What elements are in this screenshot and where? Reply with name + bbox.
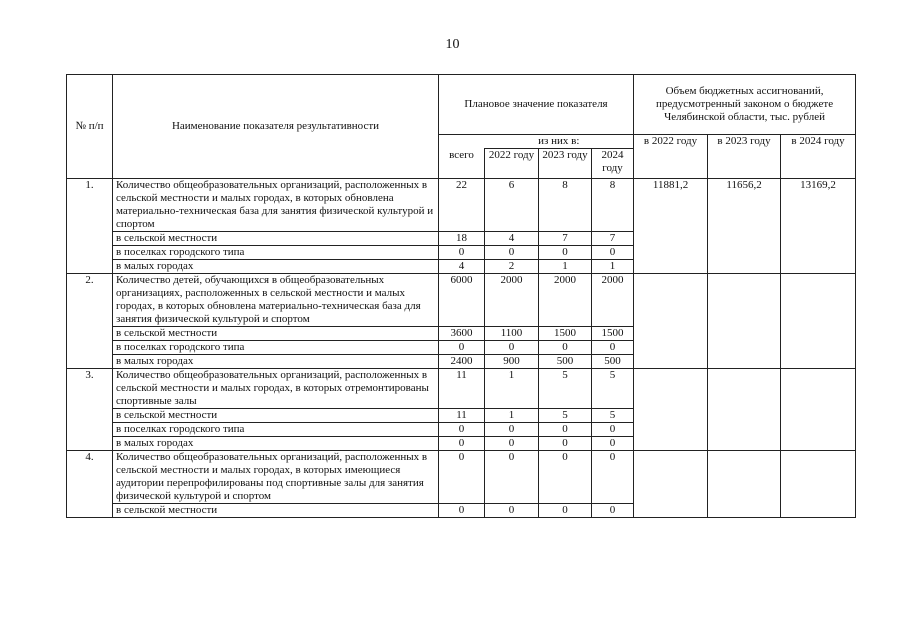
sub-row-name: в малых городах bbox=[113, 355, 439, 369]
sub-row-name: в малых городах bbox=[113, 437, 439, 451]
sub-row-total: 0 bbox=[439, 341, 485, 355]
sub-row-total: 3600 bbox=[439, 327, 485, 341]
indicator-y2023: 5 bbox=[539, 369, 592, 409]
sub-row-y2022: 0 bbox=[485, 423, 539, 437]
sub-row-y2023: 0 bbox=[539, 437, 592, 451]
header-name: Наименование показателя результативности bbox=[113, 75, 439, 179]
header-total: всего bbox=[439, 149, 485, 179]
indicator-number: 2. bbox=[67, 274, 113, 369]
indicator-y2022: 2000 bbox=[485, 274, 539, 327]
header-budget-2023: в 2023 году bbox=[708, 135, 781, 179]
budget-2024: 13169,2 bbox=[781, 179, 856, 274]
sub-row-y2023: 500 bbox=[539, 355, 592, 369]
budget-2022 bbox=[634, 451, 708, 518]
header-budget-2024: в 2024 году bbox=[781, 135, 856, 179]
indicator-row bbox=[67, 451, 856, 504]
sub-row-y2022: 4 bbox=[485, 232, 539, 246]
sub-row-total: 11 bbox=[439, 409, 485, 423]
header-planned: Плановое значение показателя bbox=[439, 75, 634, 135]
sub-row-name: в сельской местности bbox=[113, 409, 439, 423]
header-num: № п/п bbox=[67, 75, 113, 179]
header-year-2022: 2022 году bbox=[485, 149, 539, 179]
sub-row-y2023: 0 bbox=[539, 423, 592, 437]
indicator-y2023: 2000 bbox=[539, 274, 592, 327]
header-budget-2022: в 2022 году bbox=[634, 135, 708, 179]
indicator-y2024: 8 bbox=[592, 179, 634, 232]
indicator-number: 3. bbox=[67, 369, 113, 451]
sub-row-total: 2400 bbox=[439, 355, 485, 369]
budget-2024 bbox=[781, 274, 856, 369]
sub-row-y2022: 0 bbox=[485, 246, 539, 260]
header-year-2023: 2023 году bbox=[539, 149, 592, 179]
header-of-which: из них в: bbox=[485, 135, 634, 149]
sub-row-total: 0 bbox=[439, 423, 485, 437]
sub-row-y2022: 0 bbox=[485, 437, 539, 451]
indicator-name: Количество общеобразовательных организаций, расположенных в сельской местности и малых городах, в которых обновлена материально-техническая база для занятия физической культурой и спортом bbox=[113, 179, 439, 232]
sub-row-name: в поселках городского типа bbox=[113, 423, 439, 437]
sub-row-y2023: 7 bbox=[539, 232, 592, 246]
sub-row-y2024: 7 bbox=[592, 232, 634, 246]
sub-row-y2024: 0 bbox=[592, 423, 634, 437]
sub-row-y2022: 1100 bbox=[485, 327, 539, 341]
budget-2022 bbox=[634, 274, 708, 369]
indicator-row bbox=[67, 179, 856, 232]
sub-row-y2022: 900 bbox=[485, 355, 539, 369]
indicator-y2023: 0 bbox=[539, 451, 592, 504]
indicators-table bbox=[66, 74, 856, 518]
sub-row-y2024: 0 bbox=[592, 246, 634, 260]
table-body bbox=[67, 179, 856, 518]
indicator-y2024: 5 bbox=[592, 369, 634, 409]
sub-row-total: 18 bbox=[439, 232, 485, 246]
indicator-number: 1. bbox=[67, 179, 113, 274]
indicator-name: Количество общеобразовательных организаций, расположенных в сельской местности и малых городах, в которых имеющиеся аудитории перепрофилированы под спортивные залы для занятия физической культурой и спортом bbox=[113, 451, 439, 504]
indicator-total: 6000 bbox=[439, 274, 485, 327]
indicator-row bbox=[67, 369, 856, 409]
sub-row-name: в поселках городского типа bbox=[113, 246, 439, 260]
indicator-y2024: 0 bbox=[592, 451, 634, 504]
header-year-2024: 2024 году bbox=[592, 149, 634, 179]
sub-row-y2024: 500 bbox=[592, 355, 634, 369]
budget-2023: 11656,2 bbox=[708, 179, 781, 274]
sub-row-y2024: 1500 bbox=[592, 327, 634, 341]
indicator-total: 0 bbox=[439, 451, 485, 504]
sub-row-total: 4 bbox=[439, 260, 485, 274]
sub-row-total: 0 bbox=[439, 437, 485, 451]
header-budget: Объем бюджетных ассигнований, предусмотренный законом о бюджете Челябинской области, тыс. рублей bbox=[634, 75, 856, 135]
indicator-y2024: 2000 bbox=[592, 274, 634, 327]
budget-2022: 11881,2 bbox=[634, 179, 708, 274]
budget-2023 bbox=[708, 451, 781, 518]
sub-row-y2024: 5 bbox=[592, 409, 634, 423]
sub-row-y2024: 0 bbox=[592, 341, 634, 355]
sub-row-y2023: 1500 bbox=[539, 327, 592, 341]
sub-row-name: в сельской местности bbox=[113, 327, 439, 341]
budget-2024 bbox=[781, 369, 856, 451]
sub-row-name: в поселках городского типа bbox=[113, 341, 439, 355]
budget-2024 bbox=[781, 451, 856, 518]
budget-2023 bbox=[708, 369, 781, 451]
sub-row-y2023: 5 bbox=[539, 409, 592, 423]
sub-row-y2024: 0 bbox=[592, 504, 634, 518]
sub-row-y2023: 0 bbox=[539, 504, 592, 518]
sub-row-y2024: 1 bbox=[592, 260, 634, 274]
sub-row-name: в сельской местности bbox=[113, 232, 439, 246]
sub-row-name: в сельской местности bbox=[113, 504, 439, 518]
sub-row-y2022: 2 bbox=[485, 260, 539, 274]
indicator-name: Количество детей, обучающихся в общеобразовательных организациях, расположенных в сельской местности и малых городах, в которых обновлена материально-техническая база для занятия физической культурой и спортом bbox=[113, 274, 439, 327]
indicator-total: 22 bbox=[439, 179, 485, 232]
indicator-y2022: 0 bbox=[485, 451, 539, 504]
indicator-row bbox=[67, 274, 856, 327]
sub-row-y2022: 1 bbox=[485, 409, 539, 423]
sub-row-y2024: 0 bbox=[592, 437, 634, 451]
sub-row-total: 0 bbox=[439, 246, 485, 260]
sub-row-name: в малых городах bbox=[113, 260, 439, 274]
sub-row-total: 0 bbox=[439, 504, 485, 518]
sub-row-y2022: 0 bbox=[485, 341, 539, 355]
sub-row-y2023: 0 bbox=[539, 341, 592, 355]
sub-row-y2023: 1 bbox=[539, 260, 592, 274]
sub-row-y2023: 0 bbox=[539, 246, 592, 260]
page-number: 10 bbox=[445, 37, 460, 52]
indicator-y2023: 8 bbox=[539, 179, 592, 232]
indicator-y2022: 1 bbox=[485, 369, 539, 409]
indicator-number: 4. bbox=[67, 451, 113, 518]
indicator-name: Количество общеобразовательных организаций, расположенных в сельской местности и малых городах, в которых отремонтированы спортивные залы bbox=[113, 369, 439, 409]
budget-2022 bbox=[634, 369, 708, 451]
indicator-total: 11 bbox=[439, 369, 485, 409]
budget-2023 bbox=[708, 274, 781, 369]
indicator-y2022: 6 bbox=[485, 179, 539, 232]
sub-row-y2022: 0 bbox=[485, 504, 539, 518]
